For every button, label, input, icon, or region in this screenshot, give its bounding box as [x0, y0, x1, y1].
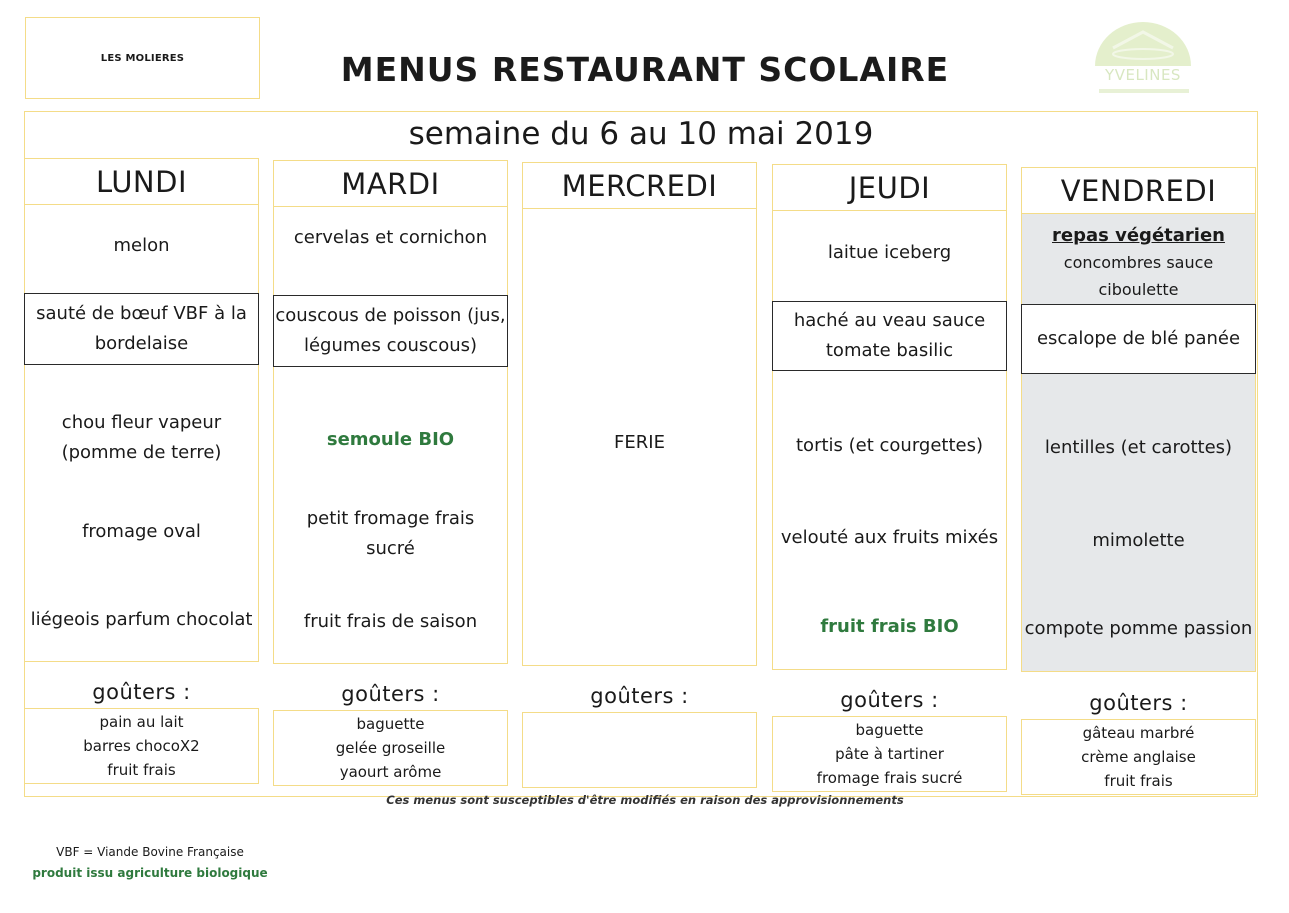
gouter-label-jeudi: goûters :: [840, 688, 939, 712]
vegetarian-meal-title: repas végétarien: [1052, 225, 1225, 246]
starter-jeudi: laitue iceberg: [827, 242, 952, 263]
day-header-lundi: LUNDI: [24, 158, 259, 205]
school-name-box: [25, 17, 260, 99]
page-title: MENUS RESTAURANT SCOLAIRE: [340, 50, 950, 89]
starter-vendredi-line2: ciboulette: [1098, 280, 1179, 299]
dairy-lundi: fromage oval: [82, 521, 201, 542]
logo-text: YVELINES: [1105, 66, 1181, 84]
side-dish-lundi: chou fleur vapeur (pomme de terre): [61, 412, 222, 463]
disclaimer-note: Ces menus sont susceptibles d'être modifiés en raison des approvisionnements: [386, 793, 904, 807]
gouter-item: pain au lait: [99, 713, 184, 731]
day-header-jeudi: JEUDI: [772, 164, 1007, 211]
dessert-mardi: fruit frais de saison: [303, 611, 478, 632]
gouter-item: fruit frais: [107, 761, 176, 779]
gouter-box-vendredi: [1021, 719, 1256, 795]
starter-vendredi-line1: concombres sauce: [1063, 253, 1214, 272]
gouter-box-jeudi: [772, 716, 1007, 792]
holiday-mercredi: FERIE: [614, 432, 665, 453]
gouter-item: gâteau marbré: [1082, 724, 1195, 742]
yvelines-logo: [1083, 18, 1203, 98]
dessert-lundi: liégeois parfum chocolat: [30, 609, 253, 630]
main-dish-vendredi: escalope de blé panée: [1021, 304, 1256, 374]
logo-arc-icon: [1083, 18, 1203, 68]
day-header-mercredi: MERCREDI: [522, 162, 757, 209]
gouter-label-mardi: goûters :: [341, 682, 440, 706]
gouter-item: gelée groseille: [335, 739, 446, 757]
main-dish-lundi: sauté de bœuf VBF à la bordelaise: [24, 293, 259, 365]
gouter-item: barres chocoX2: [83, 737, 200, 755]
gouter-item: baguette: [356, 715, 425, 733]
dessert-vendredi: compote pomme passion: [1024, 618, 1253, 639]
gouter-label-lundi: goûters :: [92, 680, 191, 704]
day-header-mardi: MARDI: [273, 160, 508, 207]
dairy-mardi: petit fromage frais sucré: [306, 508, 475, 559]
legend-vbf: VBF = Viande Bovine Française: [56, 845, 244, 859]
gouter-item: yaourt arôme: [339, 763, 442, 781]
side-dish-mardi: semoule BIO: [326, 429, 455, 450]
gouter-label-mercredi: goûters :: [590, 684, 689, 708]
gouter-box-lundi: [24, 708, 259, 784]
dairy-vendredi: mimolette: [1092, 530, 1185, 551]
dessert-jeudi: fruit frais BIO: [820, 616, 959, 637]
gouter-label-vendredi: goûters :: [1089, 691, 1188, 715]
gouter-item: baguette: [855, 721, 924, 739]
gouter-item: pâte à tartiner: [835, 745, 944, 763]
legend-bio: produit issu agriculture biologique: [32, 866, 268, 880]
school-name: LES MOLIERES: [100, 52, 185, 64]
gouter-box-mercredi: [522, 712, 757, 788]
vegetarian-starter-vendredi: [1023, 222, 1254, 304]
gouter-box-mardi: [273, 710, 508, 786]
starter-mardi: cervelas et cornichon: [293, 227, 488, 248]
main-dish-mardi: couscous de poisson (jus, légumes couscous): [273, 295, 508, 367]
side-dish-vendredi: lentilles (et carottes): [1044, 437, 1233, 458]
dairy-jeudi: velouté aux fruits mixés: [780, 527, 999, 548]
side-dish-jeudi: tortis (et courgettes): [796, 435, 983, 456]
logo-underline: [1099, 89, 1189, 93]
week-title: semaine du 6 au 10 mai 2019: [408, 116, 874, 152]
gouter-item: fruit frais: [1104, 772, 1173, 790]
starter-lundi: melon: [113, 235, 170, 256]
day-header-vendredi: VENDREDI: [1021, 167, 1256, 214]
main-dish-jeudi: haché au veau sauce tomate basilic: [772, 301, 1007, 371]
gouter-item: fromage frais sucré: [816, 769, 963, 787]
gouter-item: crème anglaise: [1081, 748, 1196, 766]
